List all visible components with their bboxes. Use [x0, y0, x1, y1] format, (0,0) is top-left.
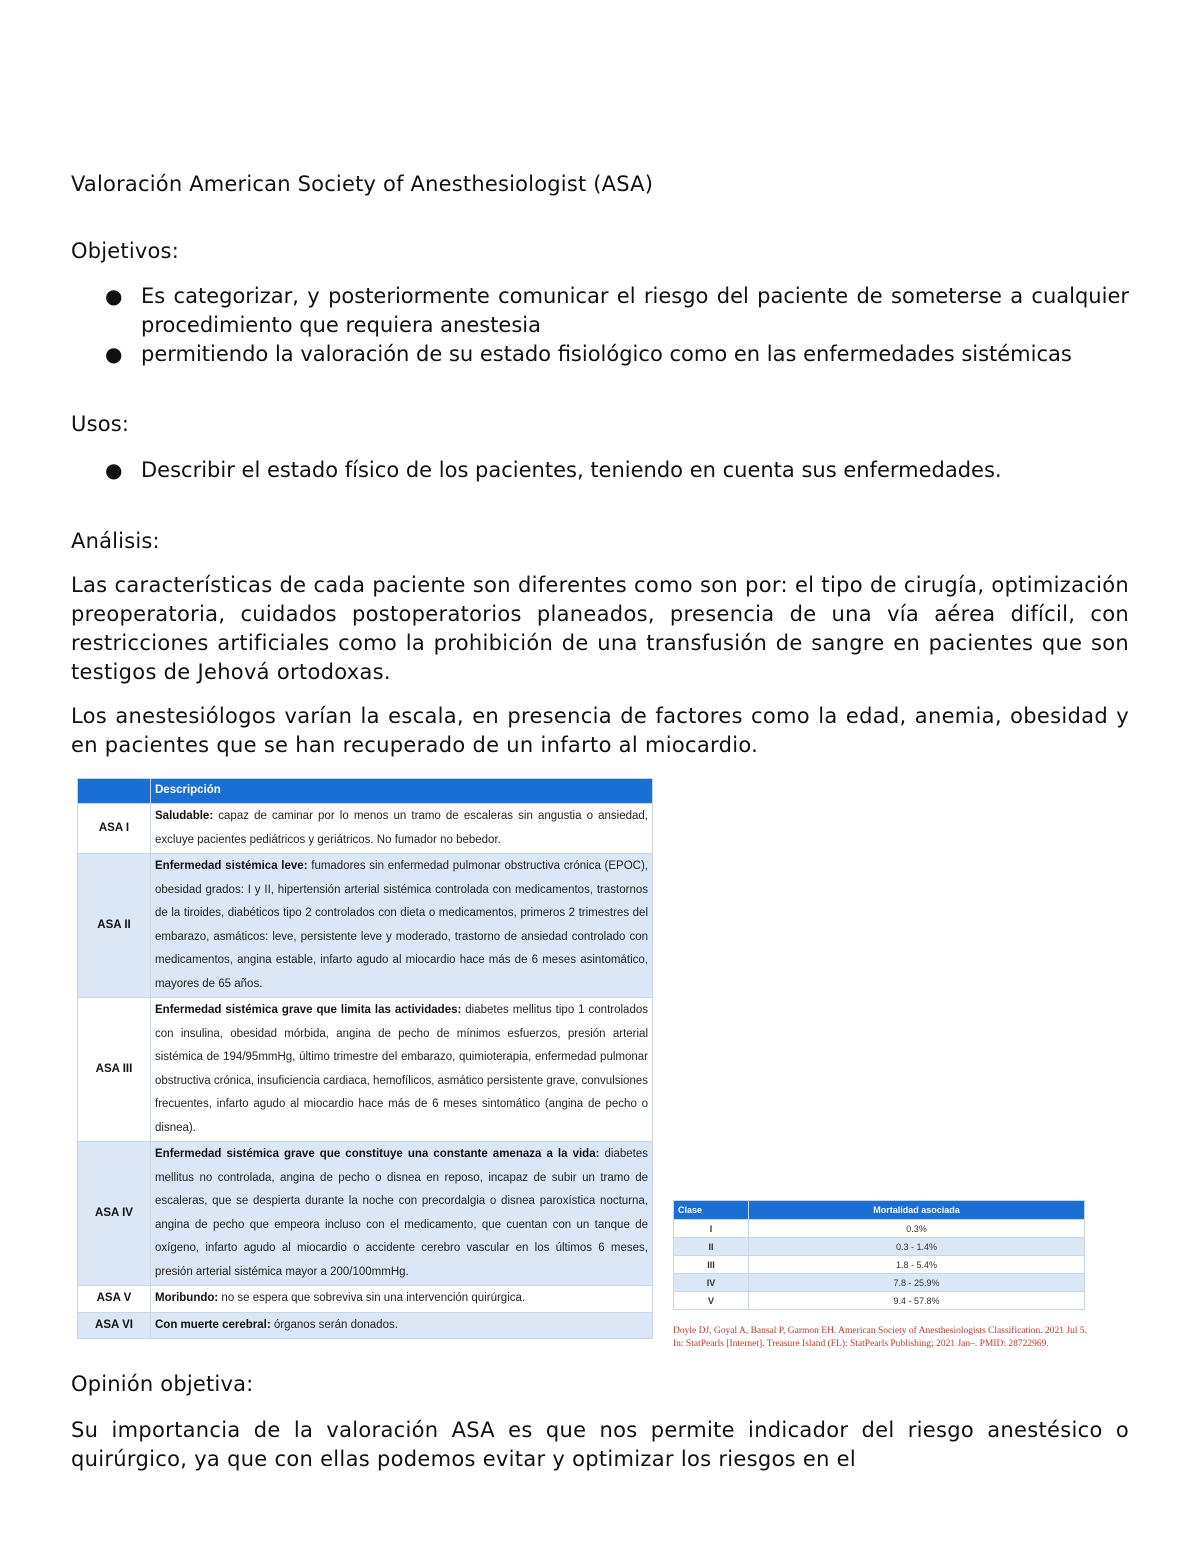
list-item: ● Es categorizar, y posteriormente comunicar el riesgo del paciente de someterse a cualquier procedimiento que requiera anestesia	[105, 284, 1129, 337]
asa-class-cell: ASA III	[78, 998, 151, 1142]
class-cell: V	[674, 1292, 749, 1310]
table-row	[78, 854, 653, 998]
table-row	[78, 1286, 653, 1313]
asa-class-cell: ASA II	[78, 854, 151, 998]
table-header-row	[674, 1201, 1085, 1220]
analisis-heading: Análisis:	[71, 529, 160, 553]
table-row	[674, 1292, 1085, 1310]
objetivos-heading: Objetivos:	[71, 239, 179, 263]
asa-desc-cell: Enfermedad sistémica leve: fumadores sin enfermedad pulmonar obstructiva crónica (EPOC), obesidad grados: I y II, hipertensión arterial sistémica controlada con medicamentos, trastornos de la tiroides, diabéticos tipo 2 controlados con dieta o medicamentos, primeros 2 trimestres del embarazo, asmáticos: leve, persistente leve y moderado, trastorno de ansiedad controlado con medicamentos, angina estable, infarto agudo al miocardio hace más de 6 meses asintomático, mayores de 65 años.	[151, 854, 653, 998]
table-row	[674, 1274, 1085, 1292]
table-row	[78, 804, 653, 854]
asa-class-cell: ASA V	[78, 1286, 151, 1313]
usos-list	[71, 456, 1129, 485]
class-cell: II	[674, 1238, 749, 1256]
class-cell: IV	[674, 1274, 749, 1292]
table-header-row	[78, 779, 653, 804]
table-row	[78, 1142, 653, 1286]
header-class	[78, 779, 151, 804]
document-title: Valoración American Society of Anesthesiologist (ASA)	[71, 172, 654, 196]
header-mortalidad: Mortalidad asociada	[749, 1201, 1085, 1220]
mortality-table	[673, 1200, 1085, 1310]
list-item: ● permitiendo la valoración de su estado fisiológico como en las enfermedades sistémicas	[71, 340, 1129, 369]
asa-desc-cell: Moribundo: no se espera que sobreviva sin una intervención quirúrgica.	[151, 1286, 653, 1313]
mortality-cell: 0.3%	[749, 1220, 1085, 1238]
bullet-icon: ●	[105, 342, 123, 366]
asa-class-cell: ASA VI	[78, 1312, 151, 1339]
asa-desc-cell: Enfermedad sistémica grave que constituye una constante amenaza a la vida: diabetes mellitus no controlada, angina de pecho o disnea en reposo, incapaz de subir un tramo de escaleras, que se despierta durante la noche con precordalgia o disnea paroxística nocturna, angina de pecho que empeora incluso con el medicamento, que cuentan con un tanque de oxígeno, infarto agudo al miocardio o accidente cerebro vascular en los últimos 6 meses, presión arterial sistémica mayor a 200/100mmHg.	[151, 1142, 653, 1286]
asa-class-cell: ASA IV	[78, 1142, 151, 1286]
asa-class-cell: ASA I	[78, 804, 151, 854]
mortality-cell: 0.3 - 1.4%	[749, 1238, 1085, 1256]
mortality-cell: 9.4 - 57.8%	[749, 1292, 1085, 1310]
table-row	[78, 998, 653, 1142]
class-cell: III	[674, 1256, 749, 1274]
header-clase: Clase	[674, 1201, 749, 1220]
header-description: Descripción	[151, 779, 653, 804]
mortality-cell: 1.8 - 5.4%	[749, 1256, 1085, 1274]
list-item: ● Describir el estado físico de los pacientes, teniendo en cuenta sus enfermedades.	[71, 456, 1129, 485]
usos-heading: Usos:	[71, 412, 130, 436]
table-row	[674, 1220, 1085, 1238]
table-row	[674, 1238, 1085, 1256]
bullet-icon: ●	[105, 284, 123, 308]
citation: Doyle DJ, Goyal A, Bansal P, Garmon EH. American Society of Anesthesiologists Classification. 2021 Jul 5. In: StatPearls [Internet]. Treasure Island (FL): StatPearls Publishing; 2021 Jan–. PMID: 28722969.	[673, 1326, 1088, 1349]
analisis-paragraph-2: Los anestesiólogos varían la escala, en presencia de factores como la edad, anemia, obesidad y en pacientes que se han recuperado de un infarto al miocardio.	[71, 704, 1129, 757]
table-row	[674, 1256, 1085, 1274]
opinion-heading: Opinión objetiva:	[71, 1372, 254, 1396]
asa-desc-cell: Saludable: capaz de caminar por lo menos un tramo de escaleras sin angustia o ansiedad, excluye pacientes pediátricos y geriátricos. No fumador no bebedor.	[151, 804, 653, 854]
analisis-paragraph-1: Las características de cada paciente son diferentes como son por: el tipo de cirugía, optimización preoperatoria, cuidados postoperatorios planeados, presencia de una vía aérea difícil, con restricciones artificiales como la prohibición de una transfusión de sangre en pacientes que son testigos de Jehová ortodoxas.	[71, 573, 1129, 684]
objetivos-list	[71, 282, 1129, 369]
asa-desc-cell: Con muerte cerebral: órganos serán donados.	[151, 1312, 653, 1339]
table-row	[78, 1312, 653, 1339]
asa-classification-table	[77, 778, 653, 1339]
opinion-paragraph: Su importancia de la valoración ASA es que nos permite indicador del riesgo anestésico o quirúrgico, ya que con ellas podemos evitar y optimizar los riesgos en el	[71, 1418, 1129, 1471]
bullet-icon: ●	[105, 458, 123, 482]
class-cell: I	[674, 1220, 749, 1238]
mortality-cell: 7.8 - 25.9%	[749, 1274, 1085, 1292]
asa-desc-cell: Enfermedad sistémica grave que limita las actividades: diabetes mellitus tipo 1 controlados con insulina, obesidad mórbida, angina de pecho de mínimos esfuerzos, presión arterial sistémica de 194/95mmHg, último trimestre del embarazo, quimioterapia, enfermedad pulmonar obstructiva crónica, insuficiencia cardiaca, hemofílicos, asmático persistente grave, convulsiones frecuentes, infarto agudo al miocardio hace más de 6 meses sintomático (angina de pecho o disnea).	[151, 998, 653, 1142]
